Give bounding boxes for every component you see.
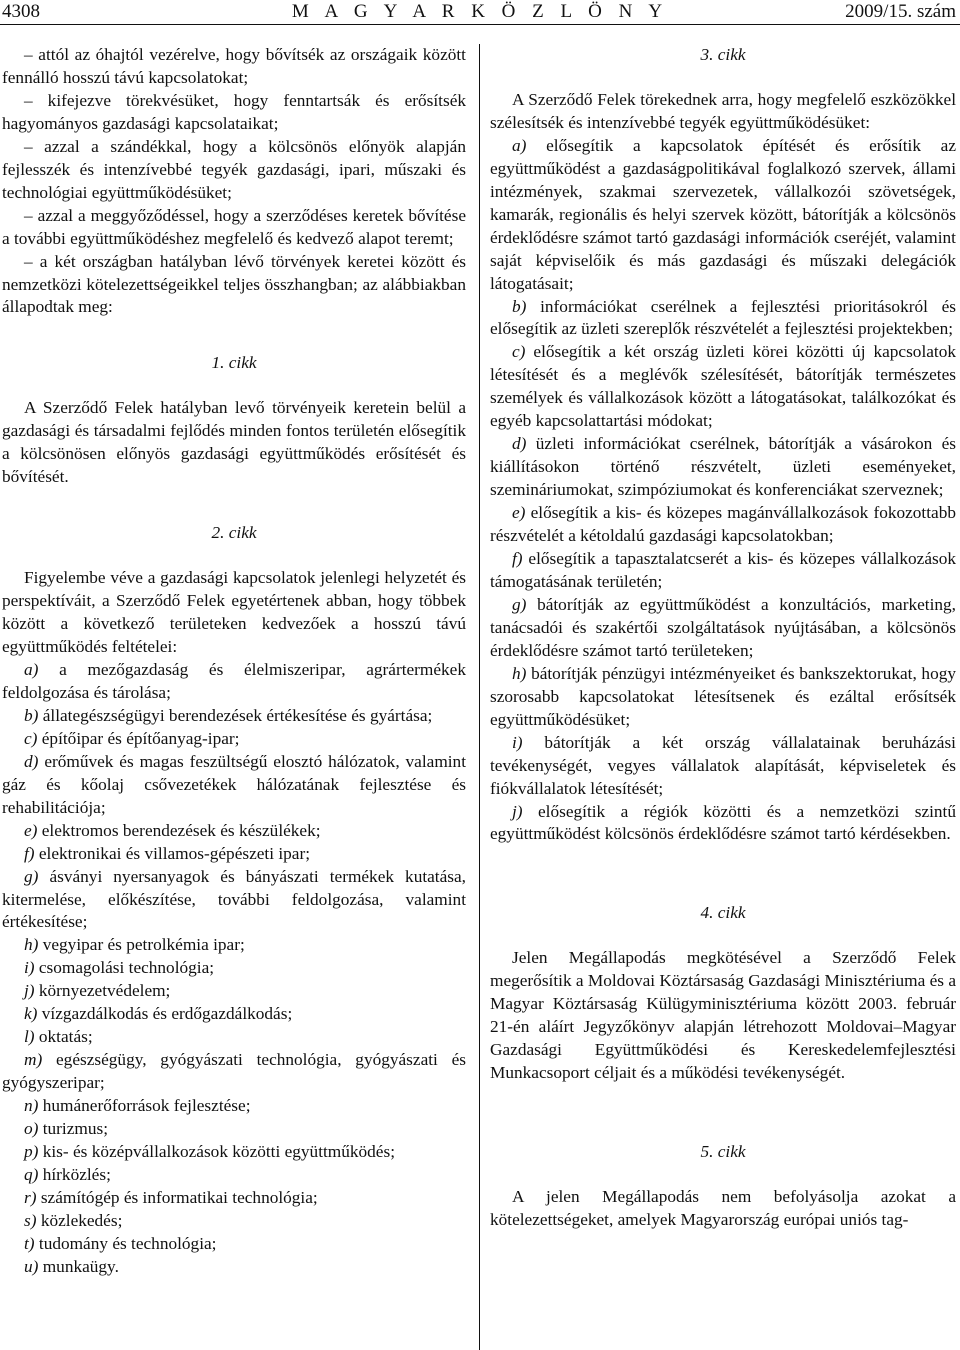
page-number: 4308: [2, 1, 40, 22]
item-text: elősegítik a tapasztalatcserét a kis- és közepes vállalkozások támogatásának területén;: [490, 549, 956, 591]
item-text: elektronikai és villamos-gépészeti ipar;: [38, 843, 311, 863]
item-text: elektromos berendezések és készülékek;: [41, 820, 321, 840]
item-text: turizmus;: [42, 1119, 109, 1139]
item-letter: h): [512, 663, 527, 683]
recital: – azzal a szándékkal, hogy a kölcsönös előnyök alapján fejlesszék és intenzívebbé tegyék gazdasági, ipari, műszaki és technológiai együttműködésüket;: [2, 136, 466, 202]
item-letter: h): [24, 935, 39, 955]
item-letter: p): [24, 1141, 39, 1161]
item-text: számítógép és informatikai technológia;: [40, 1187, 318, 1207]
item-letter: c): [24, 728, 38, 748]
item-letter: c): [512, 342, 526, 362]
item-letter: t): [24, 1233, 35, 1253]
article-2-list: [2, 659, 466, 1279]
list-item: [490, 801, 956, 847]
list-item: [2, 1256, 466, 1279]
article-4-text: Jelen Megállapodás megkötésével a Szerződő Felek megerősítik a Moldovai Köztársaság Gazdasági Minisztériuma és a Magyar Köztársaság Külügyminisztériuma között 2003. február 21-én aláírt Jegyzőkönyv alapján létrehozott Moldovai–Magyar Gazdasági Együttműködési és Kereskedelemfejlesztési Munkacsoport céljait és a működési tevékenységét.: [490, 948, 956, 1083]
list-item: [2, 728, 466, 751]
item-letter: i): [24, 958, 35, 978]
list-item: [2, 1141, 466, 1164]
item-letter: a): [24, 659, 39, 679]
list-item: [490, 548, 956, 594]
item-letter: m): [24, 1050, 43, 1070]
item-text: oktatás;: [38, 1027, 93, 1047]
item-letter: g): [24, 866, 39, 886]
item-letter: d): [24, 751, 39, 771]
item-text: üzleti információkat cserélnek, bátorítják a vásárokon és kiállításokon történő részvételt, üzleti eseményeket, szemináriumokat, szimpóziumokat és konferenciákat szerveznek;: [490, 434, 956, 500]
list-item: [490, 135, 956, 296]
list-item: [2, 957, 466, 980]
recital: – azzal a meggyőződéssel, hogy a szerződéses keretek bővítése a további együttműködéshez megfelelő és kedvező alapot teremt;: [2, 205, 466, 248]
right-column: [490, 44, 956, 1232]
item-letter: l): [24, 1027, 35, 1047]
article-1-text: A Szerződő Felek hatályban levő törvényeik keretein belül a gazdasági és társadalmi fejlődés minden fontos területén elősegítik a kölcsönösen előnyös gazdasági együttműködés erősítését és bővítését.: [2, 398, 466, 487]
list-item: [490, 341, 956, 433]
item-text: elősegítik a kapcsolatok építését és erősítik az együttműködést a gazdaságpolitikával foglalkozó szervek, állami intézmények, szakmai szervezetek, vállalkozói szövetségek, kamarák, regionális és helyi szervek között, bátorítják a kölcsönös érdeklődésre számot tartó gazdasági információk cseréjét, valamint saját képviselőik és más gazdasági és műszaki delegációk látogatásait;: [490, 135, 956, 293]
article-5-title: 5. cikk: [700, 1142, 746, 1162]
list-item: [2, 1026, 466, 1049]
item-text: közlekedés;: [40, 1210, 123, 1230]
item-text: erőművek és magas feszültségű elosztó hálózatok, valamint gáz és kőolaj csővezetékek hálózatának fejlesztése és rehabilitációja;: [2, 751, 466, 817]
list-item: [2, 820, 466, 843]
recital: – attól az óhajtól vezérelve, hogy bővítsék az országaik között fennálló hosszú távú kapcsolatokat;: [2, 45, 466, 87]
list-item: [2, 1164, 466, 1187]
item-text: egészségügy, gyógyászati technológia, gyógyászati és gyógyszeripar;: [2, 1050, 466, 1093]
item-letter: e): [24, 820, 38, 840]
list-item: [2, 1095, 466, 1118]
item-text: elősegítik a két ország üzleti körei közötti új kapcsolatok létesítését és a meglévők szélesítését, bátorítják természetes személyek és vállalkozások között a látogatásokat, találkozókat és egyéb kapcsolattartási módokat;: [490, 342, 957, 431]
article-3-list: [490, 135, 956, 847]
list-item: [2, 705, 466, 728]
list-item: [2, 1187, 466, 1210]
item-letter: s): [24, 1210, 37, 1230]
item-letter: j): [512, 801, 523, 821]
item-text: információkat cserélnek a fejlesztési prioritásokról és elősegítik az üzleti szereplők részvételét a fejlesztési projektekben;: [490, 296, 956, 339]
article-2-title: 2. cikk: [211, 523, 257, 543]
list-item: [2, 866, 466, 935]
item-text: ásványi nyersanyagok és bányászati termékek kutatása, kitermelése, előkészítése, további feldolgozása, valamint értékesítése;: [2, 866, 466, 932]
item-letter: b): [24, 705, 39, 725]
item-letter: f): [24, 843, 35, 863]
recital: – a két országban hatályban lévő törvények keretei között és nemzetközi kötelezettségeikkel teljes összhangban; az alábbiakban állapodtak meg:: [2, 251, 466, 317]
item-text: állategészségügyi berendezések értékesítése és gyártása;: [42, 705, 433, 725]
item-text: munkaügy.: [42, 1256, 119, 1276]
list-item: [490, 594, 956, 663]
item-letter: u): [24, 1256, 39, 1276]
item-text: bátorítják a két ország vállalatainak beruházási tevékenységét, vegyes vállalatok alapítását, képviseletek és fiókvállalatok létesítését;: [490, 732, 956, 798]
item-text: elősegítik a régiók közötti és a nemzetközi szintű együttműködést kölcsönös érdeklődésre számot tartó kérdésekben.: [490, 801, 956, 844]
article-3-title: 3. cikk: [700, 45, 746, 64]
item-text: bátorítják pénzügyi intézményeiket és bankszektorukat, hogy szorosabb kapcsolatokat létesítsenek és ezáltal erősítsék együttműködésüket;: [490, 663, 956, 729]
list-item: [2, 843, 466, 866]
article-1-title: 1. cikk: [211, 353, 257, 373]
list-item: [2, 1210, 466, 1233]
header-rule: [0, 24, 960, 25]
list-item: [490, 732, 956, 801]
item-text: humánerőforrások fejlesztése;: [42, 1096, 251, 1116]
item-text: vegyipar és petrolkémia ipar;: [42, 935, 245, 955]
item-letter: e): [512, 503, 526, 523]
list-item: [2, 1233, 466, 1256]
column-divider: [479, 44, 480, 1350]
item-letter: q): [24, 1164, 39, 1184]
item-letter: i): [512, 732, 523, 752]
page-header: [0, 0, 960, 24]
list-item: [490, 502, 956, 548]
item-text: bátorítják az együttműködést a konzultációs, marketing, tanácsadói és szakértői szolgáltatások nyújtásában, a kölcsönös érdeklődésre számot tartó területeken;: [490, 594, 956, 660]
item-text: a mezőgazdaság és élelmiszeripar, agrártermékek feldolgozása és tárolása;: [2, 659, 466, 702]
item-letter: r): [24, 1187, 37, 1207]
left-column: [2, 44, 466, 1279]
item-letter: k): [24, 1004, 38, 1024]
list-item: [2, 1049, 466, 1095]
item-letter: d): [512, 434, 527, 454]
recital: – kifejezve törekvésüket, hogy fenntartsák és erősítsék hagyományos gazdasági kapcsolataikat;: [2, 90, 466, 133]
list-item: [2, 980, 466, 1003]
item-letter: g): [512, 594, 527, 614]
issue-number: 2009/15. szám: [845, 1, 956, 22]
item-letter: f): [512, 549, 523, 569]
list-item: [2, 1003, 466, 1026]
item-letter: o): [24, 1119, 39, 1139]
item-text: építőipar és építőanyag-ipar;: [41, 728, 240, 748]
item-text: hírközlés;: [42, 1164, 111, 1184]
list-item: [490, 296, 956, 342]
article-2-intro: Figyelembe véve a gazdasági kapcsolatok jelenlegi helyzetét és perspektíváit, a Szerződő Felek egyetértenek abban, hogy többek között a következő területeken kedvezőek a hosszú távú együttműködés feltételei:: [2, 568, 466, 657]
item-text: kis- és középvállalkozások közötti együttműködés;: [42, 1141, 396, 1161]
list-item: [2, 751, 466, 820]
article-4-title: 4. cikk: [700, 903, 746, 923]
item-text: környezetvédelem;: [38, 981, 171, 1001]
item-text: csomagolási technológia;: [38, 958, 215, 978]
item-text: tudomány és technológia;: [38, 1233, 217, 1253]
journal-title: M A G Y A R K Ö Z L Ö N Y: [291, 1, 669, 22]
list-item: [2, 659, 466, 705]
item-text: elősegítik a kis- és közepes magánvállalkozások fokozottabb részvételét a kétoldalú gazdasági kapcsolatokban;: [490, 503, 956, 546]
list-item: [490, 663, 956, 732]
article-3-intro: A Szerződő Felek törekednek arra, hogy megfelelő eszközökkel szélesítsék és intenzívebbé tegyék együttműködésüket:: [490, 89, 956, 132]
list-item: [490, 433, 956, 502]
list-item: [2, 1118, 466, 1141]
item-letter: j): [24, 981, 35, 1001]
item-letter: a): [512, 135, 527, 155]
article-5-text: A jelen Megállapodás nem befolyásolja azokat a kötelezettségeket, amelyek Magyarország európai uniós tag-: [490, 1187, 956, 1229]
item-text: vízgazdálkodás és erdőgazdálkodás;: [41, 1004, 293, 1024]
item-letter: n): [24, 1096, 39, 1116]
list-item: [2, 934, 466, 957]
item-letter: b): [512, 296, 527, 316]
